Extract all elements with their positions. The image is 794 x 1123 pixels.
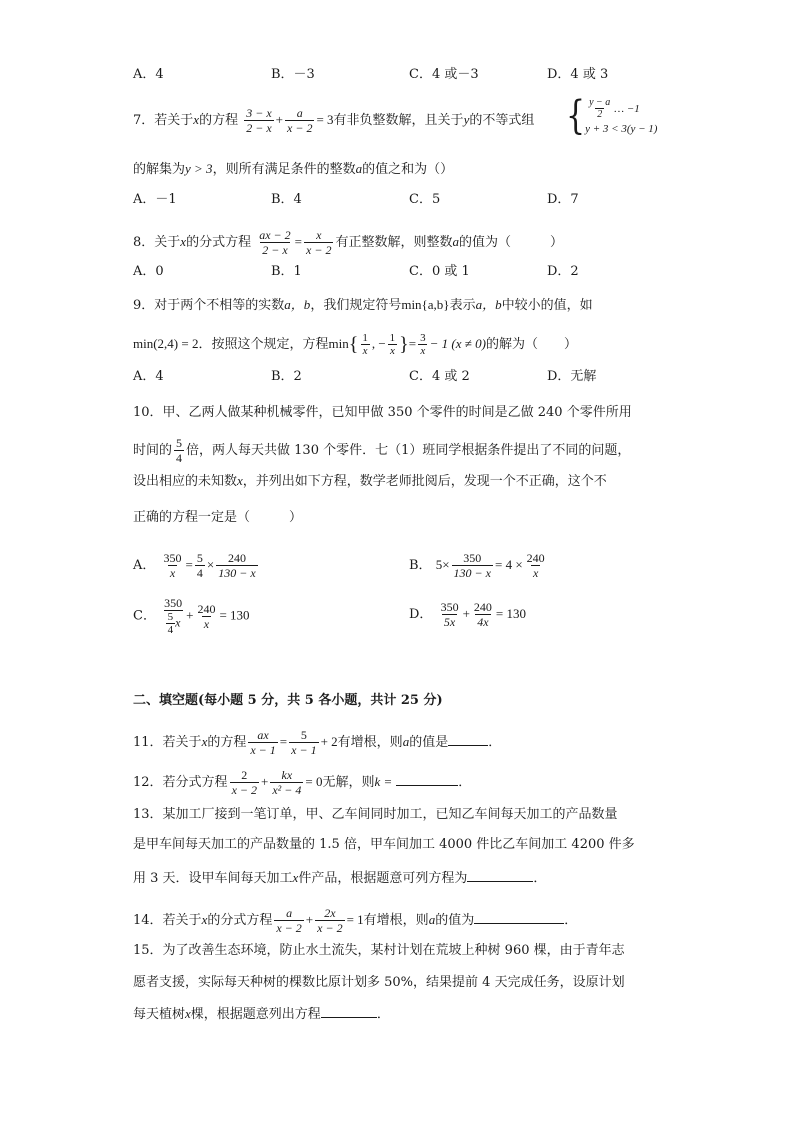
fraction: $\frac{ax}{x - 1}$	[250, 728, 276, 757]
section-2-heading: 二、填空题(每小题 5 分，共 5 各小题，共计 25 分)	[133, 693, 443, 708]
q7-number: 7．	[133, 113, 155, 128]
q6-option-a: A．4	[133, 67, 164, 82]
q10-text: 时间的	[133, 443, 173, 458]
fraction: $\frac{350}{5x}$	[440, 600, 459, 629]
q15-text: 棵，根据题意列出方程	[190, 1007, 321, 1022]
q8-option-c: C．0 或 1	[409, 264, 470, 279]
q8-option-d: D．2	[547, 264, 579, 279]
q9-option-a: A．4	[133, 369, 164, 384]
brace-icon: {	[566, 93, 586, 139]
var-x: x	[237, 473, 243, 488]
q9-stem-line1	[133, 296, 593, 315]
var-ab: a，b	[284, 297, 311, 312]
fraction: $\frac{2}{x - 2}$	[231, 768, 257, 797]
q7-text: ，则所有满足条件的整数	[212, 162, 356, 177]
option-label: A．	[133, 558, 156, 573]
math: = 130	[219, 607, 250, 623]
answer-blank[interactable]	[448, 732, 488, 746]
fraction: $\frac{240}{4x}$	[473, 600, 492, 629]
q9-fraction-3: $\frac{3}{x}$	[420, 332, 426, 357]
math: 5×	[435, 557, 450, 572]
q7-text: 有非负整数解，且关于	[333, 113, 464, 128]
q10-stem-line3	[133, 472, 607, 491]
fraction: $\frac{a}{x - 2}$	[276, 906, 302, 935]
math: = 4 ×	[494, 557, 523, 572]
q8-fraction-1: $\frac{ax - 2}{2 - x}$	[259, 228, 291, 257]
math: + 2	[320, 734, 338, 749]
q10-option-c: C． 350 $\frac{5}{4}$ x + $\frac{240}{x}$ = 130	[133, 596, 250, 636]
q12-text: 若分式方程	[162, 775, 228, 790]
q7-option-d: D．7	[547, 192, 579, 207]
q9-rhs-tail: − 1 (x ≠ 0)	[429, 336, 486, 351]
q8-option-b: B．1	[271, 264, 302, 279]
q8-option-a: A．0	[133, 264, 164, 279]
q15-text: ．	[376, 1007, 390, 1022]
q7-text: 的方程	[199, 113, 239, 128]
fraction: 350 $\frac{5}{4}$ x	[164, 596, 183, 636]
q8-text: 有正整数解，则整数	[335, 235, 453, 250]
q14-text: 若关于	[162, 913, 202, 928]
var-x: x	[292, 870, 299, 885]
q7-text: 若关于	[154, 113, 194, 128]
q11-text: 有增根，则	[337, 735, 403, 750]
q10-text: ，并列出如下方程，数学老师批阅后，发现一个不正确，这个不	[242, 474, 607, 489]
q13-text: 用 3 天．设甲车间每天加工	[133, 871, 293, 886]
q9-option-d: D．无解	[547, 369, 597, 384]
min-symbol: min{a,b}	[401, 297, 450, 312]
q14-text: 的分式方程	[207, 913, 273, 928]
q9-text: 中较小的值，如	[501, 298, 593, 313]
option-label: C．	[133, 608, 156, 624]
q7-system-rows: $\frac{y - a}{2}$ … −1 y + 3 < 3(y − 1)	[585, 97, 658, 135]
q11-text: ．	[488, 735, 502, 750]
q9-text: 对于两个不相等的实数	[154, 298, 285, 313]
q10-stem-line2	[133, 436, 630, 465]
q6-option-d: D．4 或 3	[547, 67, 609, 82]
var-a: a	[355, 161, 363, 176]
q7-text: 的值之和为（）	[362, 162, 454, 177]
q7-stem-line2	[133, 160, 453, 179]
q10-option-d: D． $\frac{350}{5x}$ + $\frac{240}{4x}$ = 130	[409, 600, 527, 629]
q8-number: 8．	[133, 235, 155, 250]
min-function: min	[328, 336, 349, 351]
q9-option-b: B．2	[271, 369, 302, 384]
q7-condition: y > 3	[185, 161, 213, 176]
q12-text: ．	[458, 775, 472, 790]
q15-stem-line3	[133, 1004, 390, 1024]
q14-text: 的值为	[435, 913, 475, 928]
q11-number: 11．	[133, 735, 163, 750]
q7-fraction-2: $\frac{a}{x - 2}$	[287, 106, 313, 135]
q11-stem: 11．若关于x的方程 $\frac{ax}{x - 1}$ = $\frac{5}{x - 1}$ + 2有增根，则a的值是 ．	[133, 728, 502, 757]
var-y: y	[463, 112, 470, 127]
q7-text: 的不等式组	[469, 113, 535, 128]
q10-option-b	[409, 551, 549, 580]
q13-text: 件产品，根据题意可列方程为	[298, 871, 468, 886]
q7-equals: = 3	[316, 112, 334, 127]
q11-text: 的值是	[409, 735, 449, 750]
fraction: $\frac{240}{x}$	[197, 601, 216, 631]
q10-stem-line4: 正确的方程一定是（ ）	[133, 510, 303, 525]
q11-text: 的方程	[207, 735, 247, 750]
q9-option-c: C．4 或 2	[409, 369, 470, 384]
var-x: x	[180, 234, 187, 249]
q9-text: ，我们规定符号	[310, 298, 402, 313]
fraction: $\frac{kx}{\text{x² − 4}}$	[272, 768, 302, 797]
q10-text: 倍，两人每天共做 130 个零件．七（1）班同学根据条件提出了不同的问题，	[186, 443, 631, 458]
q6-option-c: C．4 或－3	[409, 67, 479, 82]
q9-fraction-2: $\frac{1}{x}$	[389, 332, 396, 357]
q7-fraction-1: $\frac{3 - x}{2 - x}$	[246, 106, 272, 135]
var-x: x	[193, 112, 200, 127]
min-example: min(2,4) = 2	[133, 336, 199, 351]
q9-text: ．按照这个规定，方程	[198, 337, 329, 352]
q8-text: 的分式方程	[186, 235, 252, 250]
q13-stem-line1: 13．某加工厂接到一笔订单，甲、乙车间同时加工，已知乙车间每天加工的产品数量	[133, 807, 618, 822]
q13-text: ．	[533, 871, 547, 886]
q8-stem: 8．关于x的分式方程 $\frac{ax - 2}{2 - x}$ = $\frac{x}{x - 2}$ 有正整数解，则整数a的值为（ ）	[133, 228, 563, 257]
q6-option-b: B．－3	[271, 67, 315, 82]
q8-text: 的值为（ ）	[458, 235, 563, 250]
fraction: $\frac{5}{4}$	[196, 551, 203, 580]
q9-text: 的解为（ ）	[485, 337, 577, 352]
q7-stem-line1: 7．若关于x的方程 $\frac{3 - x}{2 - x}$ + $\frac{a}{x - 2}$ = 3有非负整数解，且关于y的不等式组	[133, 106, 535, 135]
q10-text: 设出相应的未知数	[133, 474, 238, 489]
q7-inequality-system	[566, 93, 658, 139]
var-ab: a，b	[475, 297, 502, 312]
var-x: x	[201, 734, 208, 749]
fraction: $\frac{240}{x}$	[526, 551, 545, 580]
fraction: $\frac{240}{130 - x}$	[218, 551, 256, 580]
fraction: $\frac{2x}{x - 2}$	[317, 906, 343, 935]
var-x: x	[185, 1006, 191, 1021]
fraction: $\frac{350}{130 - x}$	[453, 551, 491, 580]
answer-blank[interactable]	[467, 868, 533, 882]
q8-text: 关于	[154, 235, 181, 250]
var-a: a	[428, 912, 436, 927]
option-label: D．	[409, 607, 433, 622]
q11-text: 若关于	[162, 735, 202, 750]
q7-option-a: A．－1	[133, 192, 177, 207]
fraction: $\frac{5}{x - 1}$	[291, 728, 317, 757]
q13-stem-line2: 是甲车间每天加工的产品数量的 1.5 倍，甲车间加工 4000 件比乙车间加工 4200 件多	[133, 837, 635, 852]
q14-text: 有增根，则	[363, 913, 429, 928]
var-a: a	[452, 234, 459, 249]
q13-stem-line3	[133, 868, 546, 888]
answer-blank[interactable]	[321, 1004, 377, 1018]
var-k: k =	[374, 774, 393, 789]
q7-option-c: C．5	[409, 192, 441, 207]
option-label: B．	[409, 558, 432, 573]
var-a: a	[402, 734, 410, 749]
q7-option-b: B．4	[271, 192, 302, 207]
answer-blank[interactable]	[474, 910, 564, 924]
q15-stem-line2: 愿者支援，实际每天种树的棵数比原计划多 50%，结果提前 4 天完成任务，设原计划	[133, 975, 625, 990]
q14-number: 14．	[133, 913, 163, 928]
q10-stem-line1: 10．甲、乙两人做某种机械零件，已知甲做 350 个零件的时间是乙做 240 个零件所用	[133, 405, 632, 420]
var-x: x	[201, 912, 208, 927]
q7-text: 的解集为	[133, 162, 186, 177]
q9-fraction-1: $\frac{1}{x}$	[362, 332, 368, 357]
q14-text: ．	[564, 913, 578, 928]
q12-text: 无解，则	[322, 775, 375, 790]
q10-option-a: A． $\frac{350}{x}$ = $\frac{5}{4}$ × $\frac{240}{130 - x}$	[133, 551, 256, 580]
q15-stem-line1: 15．为了改善生态环境，防止水土流失，某村计划在荒坡上种树 960 棵，由于青年志	[133, 943, 625, 958]
math: = 0	[305, 774, 323, 789]
math: = 1	[346, 912, 364, 927]
q10-fraction: $\frac{5}{4}$	[176, 436, 183, 465]
q12-number: 12．	[133, 775, 163, 790]
math: = 130	[495, 606, 527, 621]
q14-stem: 14．若关于x的分式方程 $\frac{a}{x - 2}$ + $\frac{2x}{x - 2}$ = 1有增根，则a的值为 ．	[133, 906, 578, 935]
answer-blank[interactable]	[396, 772, 458, 786]
q15-text: 每天植树	[133, 1007, 186, 1022]
q9-text: 表示	[449, 298, 476, 313]
q12-stem: 12．若分式方程 $\frac{2}{x - 2}$ + $\frac{kx}{\text{x² − 4}}$ = 0无解，则k = ．	[133, 768, 472, 797]
q9-stem-line2: min(2,4) = 2．按照这个规定，方程min{ $\frac{1}{x}$ , − $\frac{1}{x}$ }= $\frac{3}{x}$ − 1 (x ≠ 0)的解为（ ）	[133, 332, 577, 357]
q8-fraction-2: $\frac{x}{x - 2}$	[306, 228, 332, 257]
q9-number: 9．	[133, 298, 155, 313]
fraction: $\frac{350}{x}$	[163, 551, 182, 580]
